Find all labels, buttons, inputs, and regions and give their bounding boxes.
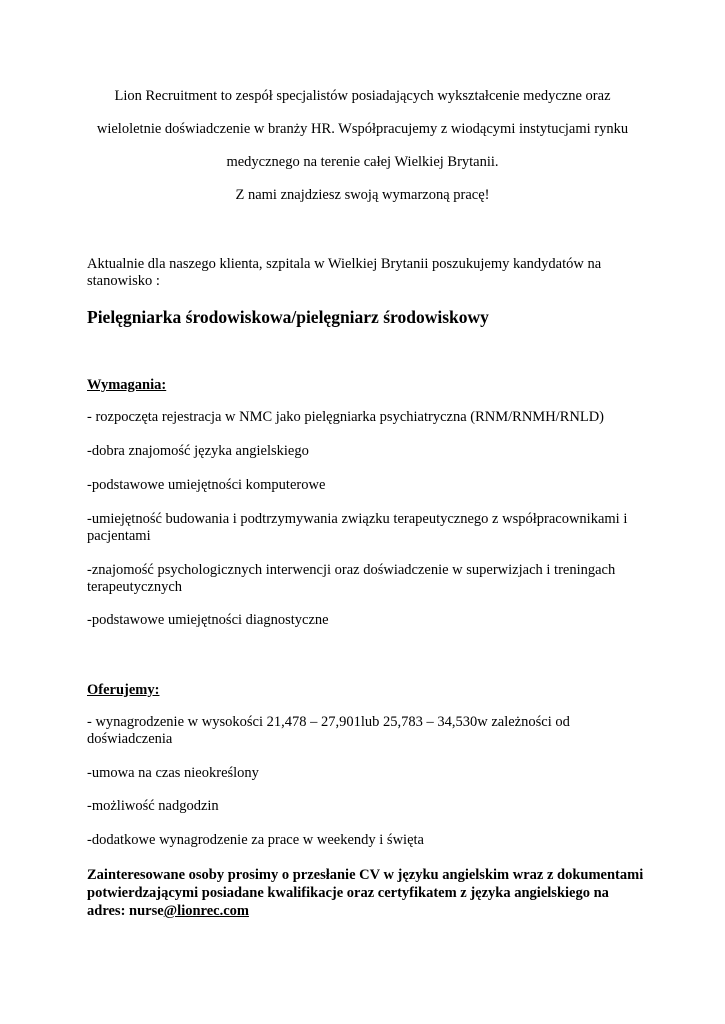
closing-text: Zainteresowane osoby prosimy o przesłanie CV w języku angielskim wraz z dokumentami potwierdzającymi posiadane kwalifikacje oraz certyfikatem z języka angielskiego na adres: nurse [87, 867, 644, 919]
job-title: Pielęgniarka środowiskowa/pielęgniarz środowiskowy [87, 307, 489, 327]
offer-item: -dodatkowe wynagrodzenie za prace w weekendy i święta [87, 832, 424, 848]
intro-line-3: medycznego na terenie całej Wielkiej Brytanii. [226, 154, 499, 170]
intro-line-2: wieloletnie doświadczenie w branży HR. Współpracujemy z wiodącymi instytucjami rynku [96, 121, 629, 137]
email-link[interactable]: @lionrec.com [163, 903, 249, 919]
requirement-item: -dobra znajomość języka angielskiego [87, 443, 309, 459]
requirement-item: -podstawowe umiejętności diagnostyczne [87, 612, 329, 628]
requirement-item: - rozpoczęta rejestracja w NMC jako pielęgniarka psychiatryczna (RNM/RNMH/RNLD) [87, 409, 604, 425]
requirement-item: -znajomość psychologicznych interwencji oraz doświadczenie w superwizjach i treningach terapeutycznych [87, 562, 616, 595]
requirements-heading: Wymagania: [87, 377, 167, 393]
offer-item: -możliwość nadgodzin [87, 798, 219, 814]
intro-line-4: Z nami znajdziesz swoją wymarzoną pracę! [235, 187, 490, 203]
announcement-text: Aktualnie dla naszego klienta, szpitala w Wielkiej Brytanii poszukujemy kandydatów na stanowisko : [87, 256, 602, 289]
requirement-item: -podstawowe umiejętności komputerowe [87, 477, 326, 493]
requirement-item: -umiejętność budowania i podtrzymywania związku terapeutycznego z współpracownikami i pacjentami [87, 511, 628, 544]
intro-line-1: Lion Recruitment to zespół specjalistów posiadających wykształcenie medyczne oraz [114, 88, 611, 104]
closing-paragraph [87, 866, 647, 920]
offer-item: - wynagrodzenie w wysokości 21,478 – 27,901lub 25,783 – 34,530w zależności od doświadczenia [87, 714, 570, 747]
offer-heading: Oferujemy: [87, 682, 160, 698]
offer-item: -umowa na czas nieokreślony [87, 765, 259, 781]
